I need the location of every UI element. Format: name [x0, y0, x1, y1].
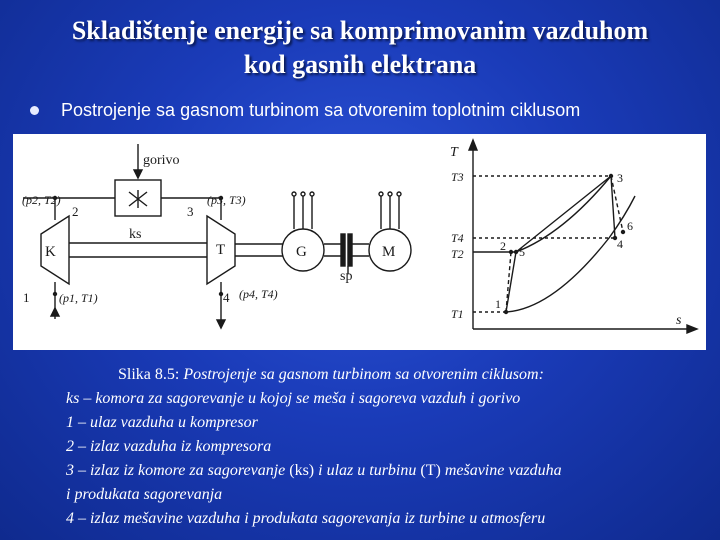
caption-line-5-c: i ulaz u turbinu — [318, 462, 421, 479]
figure-svg — [13, 134, 706, 350]
generator-label: G — [296, 244, 307, 260]
caption-line-5 — [66, 459, 706, 483]
state-label-p2T2: (p2, T2) — [22, 193, 61, 207]
turbine-label: T — [216, 242, 226, 258]
ts-isobar-low — [506, 196, 635, 312]
exhaust-arrowhead-icon — [217, 320, 225, 328]
gen-terminal-dot-3 — [310, 192, 314, 196]
ts-points — [504, 174, 625, 314]
caption-line-1 — [66, 363, 706, 387]
ts-y-axis-label: T — [450, 145, 458, 160]
coupling-left — [341, 234, 345, 266]
ts-y-arrowhead-icon — [469, 140, 477, 150]
motor-terminal-dot-1 — [379, 192, 383, 196]
bullet-dot-icon — [30, 106, 39, 115]
state-label-p3T3: (p3, T3) — [207, 193, 246, 207]
caption-line-7: 4 – izlaz mešavine vazduha i produkata sagorevanja iz turbine u atmosferu — [66, 510, 546, 527]
state-point-1-dot — [53, 292, 57, 296]
caption-line-5-e: mešavine vazduha — [444, 462, 562, 479]
caption-line-4: 2 – izlaz vazduha iz kompresora — [66, 438, 272, 455]
slide-title-line-1: Skladištenje energije sa komprimovanim vazduhom — [71, 16, 649, 45]
ts-point-2-dot — [509, 250, 513, 254]
bullet-text: Postrojenje sa gasnom turbinom sa otvorenim toplotnim ciklusom — [61, 100, 581, 120]
ts-point-5-label: 5 — [519, 245, 525, 259]
ts-point-6-label: 6 — [627, 219, 633, 233]
motor-terminal-dot-2 — [388, 192, 392, 196]
ts-tick-T1: T1 — [451, 307, 464, 321]
slide-title-line-2: kod gasnih elektrana — [243, 50, 477, 79]
point-label-4: 4 — [223, 290, 230, 305]
caption-line-5-a: 3 – izlaz iz komore za sagorevanje — [66, 462, 290, 479]
ts-process-1-2-ideal — [506, 252, 511, 312]
compressor-label: K — [45, 244, 56, 260]
motor-label: M — [382, 244, 396, 260]
point-label-2: 2 — [72, 204, 79, 219]
caption-figure-number: Slika 8.5: — [118, 366, 184, 383]
ts-diagram — [469, 140, 697, 333]
state-label-p4T4: (p4, T4) — [239, 287, 278, 301]
combustor-label: ks — [129, 227, 142, 242]
fuel-label: gorivo — [143, 153, 180, 168]
ts-tick-T4: T4 — [451, 231, 464, 245]
slide-title — [0, 14, 720, 82]
ts-point-3-label: 3 — [617, 171, 623, 185]
ts-x-axis-label: s — [676, 313, 682, 328]
caption-line-5-b: (ks) — [289, 462, 319, 479]
air-inlet-arrowhead-icon — [51, 308, 59, 316]
ts-process-2-3 — [516, 176, 611, 252]
caption-line-3: 1 – ulaz vazduha u kompresor — [66, 414, 258, 431]
ts-process-1-2 — [506, 252, 516, 312]
point-label-1: 1 — [23, 290, 30, 305]
caption-line-2: ks – komora za sagorevanje u kojoj se meša i sagoreva vazduh i gorivo — [66, 390, 521, 407]
state-label-p1T1: (p1, T1) — [59, 291, 98, 305]
coupling-label: sp — [340, 269, 353, 284]
ts-isobar-high — [473, 176, 611, 252]
caption-line-6: i produkata sagorevanja — [66, 486, 223, 503]
ts-point-6-dot — [621, 230, 625, 234]
figure-caption — [66, 363, 706, 531]
ts-point-4-label: 4 — [617, 237, 623, 251]
point-label-3: 3 — [187, 204, 194, 219]
ts-point-2-label: 2 — [500, 239, 506, 253]
ts-point-3-dot — [609, 174, 613, 178]
gen-terminal-dot-1 — [292, 192, 296, 196]
ts-x-arrowhead-icon — [687, 325, 697, 333]
ts-point-5-dot — [514, 250, 518, 254]
coupling-right — [348, 234, 352, 266]
gen-terminal-dot-2 — [301, 192, 305, 196]
ts-tick-T3: T3 — [451, 170, 464, 184]
ts-tick-T2: T2 — [451, 247, 464, 261]
caption-line-5-d: (T) — [420, 462, 445, 479]
ts-point-1-label: 1 — [495, 297, 501, 311]
motor-terminal-dot-3 — [397, 192, 401, 196]
ts-point-1-dot — [504, 310, 508, 314]
fuel-arrowhead-icon — [134, 170, 142, 178]
figure-panel — [13, 134, 706, 350]
caption-figure-title: Postrojenje sa gasnom turbinom sa otvorenim ciklusom: — [183, 366, 544, 383]
